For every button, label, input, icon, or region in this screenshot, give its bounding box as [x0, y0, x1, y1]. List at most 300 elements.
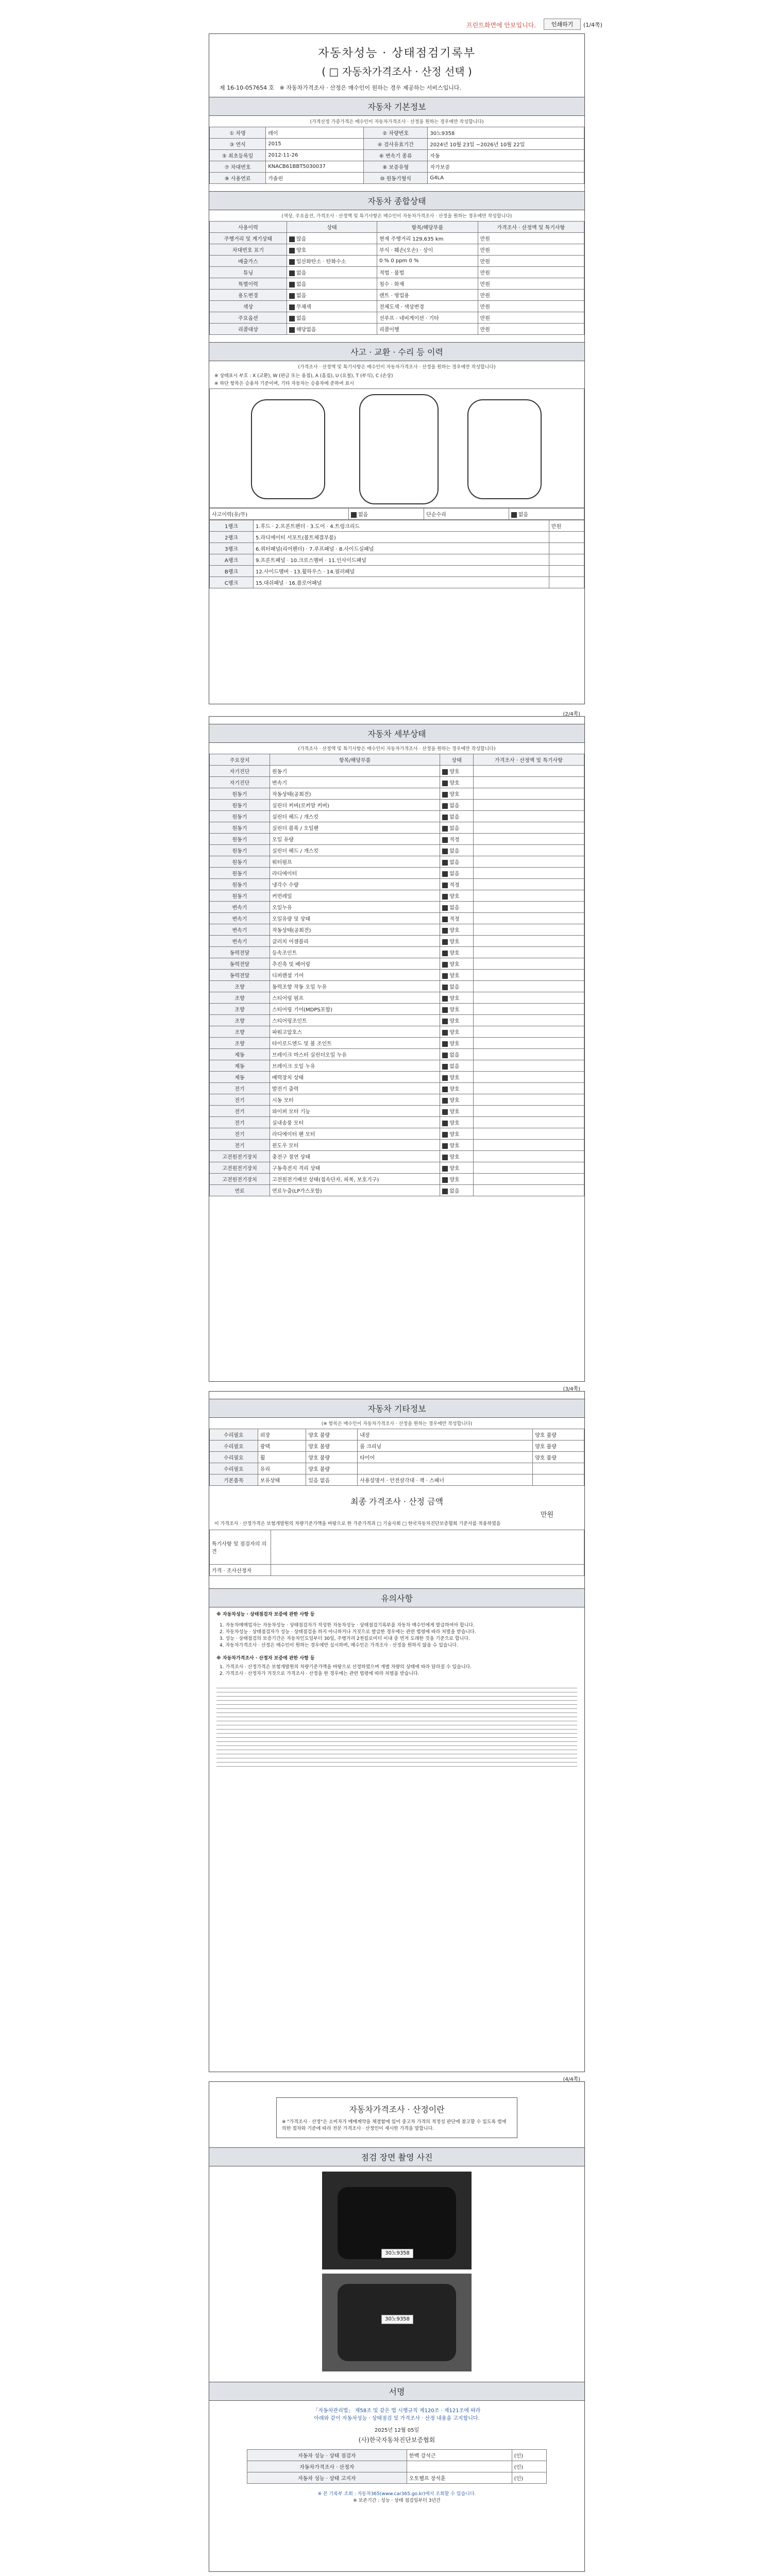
detail-price — [473, 1140, 584, 1151]
other-cell: 수리필요 — [210, 1463, 258, 1475]
detail-part: 실내송풍 모터 — [270, 1117, 440, 1128]
frame-table — [209, 520, 584, 588]
frame-rank: A랭크 — [210, 554, 254, 566]
repair-value: 없음 — [509, 509, 584, 520]
detail-state: 양호 — [440, 1004, 474, 1015]
detail-state: 양호 — [440, 1026, 474, 1038]
accident-note: (가격조사 · 산정액 및 특기사항은 매수인이 자동차가격조사 · 산정을 원하는 경우에만 작성합니다) — [298, 365, 496, 370]
detail-state: 없음 — [440, 1049, 474, 1060]
detail-row — [210, 1038, 584, 1049]
detail-system: 전기 — [210, 1117, 270, 1128]
detail-col: 상태 — [440, 754, 474, 766]
detail-price — [473, 788, 584, 800]
detail-row — [210, 1140, 584, 1151]
car-side-right — [467, 399, 542, 499]
detail-row — [210, 1117, 584, 1128]
appraisal-title: 자동차가격조사 · 산정이란 — [349, 2105, 445, 2114]
detail-row — [210, 913, 584, 924]
other-cell: 양호 불량 — [533, 1429, 584, 1440]
detail-row — [210, 1083, 584, 1094]
other-info-note: (※ 항목은 매수인이 자동차가격조사 · 산정을 원하는 경우에만 작성합니다) — [321, 1421, 473, 1427]
frame-price — [549, 577, 584, 588]
field-label: ④ 검사유효기간 — [363, 139, 427, 150]
detail-part: 실린더 블록 / 오일팬 — [270, 822, 440, 834]
caution-item: 2. 가격조사 · 산정자가 거짓으로 가격조사 · 산정을 한 경우에는 관련 법령에 따라 처벌을 받습니다. — [220, 1671, 419, 1676]
detail-row — [210, 766, 584, 777]
opinion-label: 특기사항 및 점검자의 의견 — [210, 1530, 271, 1565]
signature-header: 서명 — [209, 2382, 584, 2401]
caution-item: 2. 자동차성능 · 상태점검자가 성능 · 상태점검을 하지 아니하거나 거짓으로 발급한 경우에는 관련 법령에 따라 처벌을 받습니다. — [220, 1630, 476, 1635]
caution-list-2 — [220, 1664, 574, 1677]
other-info-header: 자동차 기타정보 — [209, 1399, 584, 1418]
other-cell: 수리필요 — [210, 1429, 258, 1440]
detail-price — [473, 970, 584, 981]
detail-part: 스티어링 기어(MDPS포함) — [270, 1004, 440, 1015]
detail-state: 없음 — [440, 811, 474, 822]
detail-row — [210, 936, 584, 947]
detail-price — [473, 1094, 584, 1106]
detail-header: 자동차 세부상태 — [209, 724, 584, 743]
caution-item: 1. 자동차매매업자는 자동차성능 · 상태점검자가 작성한 자동차성능 · 상태점검기록부를 자동차 매수인에게 발급하여야 합니다. — [220, 1623, 475, 1628]
other-cell: 사용설명서 · 안전삼각대 · 잭 · 스패너 — [358, 1475, 533, 1486]
frame-parts: 12.사이드멤버 · 13.휠하우스 · 14.필러패널 — [253, 566, 549, 577]
status-row — [210, 233, 584, 244]
field-value: 자동 — [428, 150, 584, 161]
detail-part: 연료누출(LP가스포함) — [270, 1185, 440, 1196]
detail-system: 동력전달 — [210, 970, 270, 981]
detail-part: 시동 모터 — [270, 1094, 440, 1106]
detail-price — [473, 1128, 584, 1140]
other-row — [210, 1452, 584, 1463]
detail-part: 와이퍼 모터 기능 — [270, 1106, 440, 1117]
other-cell: 휠 — [258, 1452, 306, 1463]
car-top — [359, 394, 439, 504]
basic-row — [210, 127, 584, 139]
status-header: 자동차 종합상태 — [209, 191, 584, 210]
other-cell: 양호 불량 — [306, 1452, 358, 1463]
detail-price — [473, 777, 584, 788]
field-value: 2024년 10월 23일 ~2026년 10월 22일 — [428, 139, 584, 150]
field-value: 2015 — [266, 139, 364, 150]
detail-system: 고전원전기장치 — [210, 1151, 270, 1162]
field-label: ② 차량번호 — [363, 127, 427, 139]
other-cell: 양호 불량 — [533, 1440, 584, 1452]
detail-part: 원동기 — [270, 766, 440, 777]
status-price: 만원 — [478, 244, 584, 256]
caution-item: 4. 자동차가격조사 · 산정은 매수인이 원하는 경우에만 실시하며, 매수인은 가격조사 · 산정을 원하지 않을 수 있습니다. — [220, 1643, 458, 1648]
status-table — [209, 221, 584, 335]
detail-row — [210, 834, 584, 845]
inspection-photo-front — [322, 2172, 472, 2269]
detail-price — [473, 766, 584, 777]
detail-row — [210, 1185, 584, 1196]
detail-price — [473, 981, 584, 992]
appraiser-label: 가격 · 조사산정자 — [210, 1565, 271, 1576]
detail-system: 원동기 — [210, 811, 270, 822]
status-price: 만원 — [478, 256, 584, 267]
frame-rank: C랭크 — [210, 577, 254, 588]
status-row — [210, 312, 584, 324]
detail-system: 조향 — [210, 981, 270, 992]
detail-part: 충전구 절연 상태 — [270, 1151, 440, 1162]
status-detail: 침수 · 화재 — [377, 278, 478, 290]
appraisal-box — [276, 2097, 517, 2138]
status-col: 사용이력 — [210, 222, 287, 233]
detail-state: 양호 — [440, 1106, 474, 1117]
detail-system: 원동기 — [210, 834, 270, 845]
frame-parts: 9.프론트패널 · 10.크로스멤버 · 11.인사이드패널 — [253, 554, 549, 566]
detail-state: 없음 — [440, 868, 474, 879]
detail-state: 양호 — [440, 788, 474, 800]
detail-system: 고전원전기장치 — [210, 1174, 270, 1185]
other-row — [210, 1463, 584, 1475]
detail-part: 배력장치 상태 — [270, 1072, 440, 1083]
signature-seal: (인) — [512, 2461, 547, 2472]
caution-item: 3. 성능 · 상태점검의 보증기간은 자동차인도일부터 30일, 주행거리 2천킬로미터 이내 중 먼저 도래한 것을 기준으로 합니다. — [220, 1636, 470, 1641]
field-label: ⑧ 보증유형 — [363, 161, 427, 173]
detail-price — [473, 924, 584, 936]
detail-row — [210, 1015, 584, 1026]
field-value: KNACB61BBT5030037 — [266, 161, 364, 173]
detail-system: 조향 — [210, 992, 270, 1004]
appraiser-value — [271, 1565, 584, 1576]
detail-part: 구동축전지 격리 상태 — [270, 1162, 440, 1174]
signature-name: 한백 강석근 — [407, 2450, 512, 2461]
page-3 — [209, 1386, 585, 2072]
status-col: 항목/해당부품 — [377, 222, 478, 233]
detail-note: (가격조사 · 산정액 및 특기사항은 매수인이 자동차가격조사 · 산정을 원하는 경우에만 작성합니다) — [298, 747, 496, 752]
other-cell: 양호 불량 — [306, 1463, 358, 1475]
detail-state: 없음 — [440, 800, 474, 811]
detail-system: 원동기 — [210, 788, 270, 800]
field-label: ⑨ 사용연료 — [210, 173, 266, 184]
detail-system: 원동기 — [210, 890, 270, 902]
other-cell: 있음 없음 — [306, 1475, 358, 1486]
page-indicator: (1/4쪽) — [583, 22, 602, 28]
detail-state: 양호 — [440, 1128, 474, 1140]
page-4 — [209, 2077, 585, 2572]
status-detail: 현재 주행거리 129,635 km — [377, 233, 478, 244]
legend-2: ※ 하단 항목은 승용차 기준이며, 기타 자동차는 승용차에 준하여 표시 — [214, 381, 354, 386]
other-cell — [533, 1475, 584, 1486]
page-number: (2/4쪽) — [563, 711, 580, 717]
accident-label: 사고이력(유/무) — [210, 509, 349, 520]
opinion-value — [271, 1530, 584, 1565]
detail-system: 원동기 — [210, 800, 270, 811]
frame-parts: 6.쿼터패널(리어펜더) · 7.루프패널 · 8.사이드실패널 — [253, 543, 549, 554]
status-item: 배출가스 — [210, 256, 287, 267]
detail-state: 없음 — [440, 1060, 474, 1072]
page-2 — [209, 711, 585, 1382]
detail-row — [210, 868, 584, 879]
detail-price — [473, 913, 584, 924]
status-state: 해당없음 — [287, 324, 377, 335]
detail-system: 고전원전기장치 — [210, 1162, 270, 1174]
detail-col: 항목/해당부품 — [270, 754, 440, 766]
other-cell: 기본품목 — [210, 1475, 258, 1486]
top-toolbar — [0, 0, 773, 28]
other-cell: 수리필요 — [210, 1452, 258, 1463]
frame-row — [210, 554, 584, 566]
status-row — [210, 244, 584, 256]
detail-price — [473, 890, 584, 902]
detail-system: 조향 — [210, 1026, 270, 1038]
legend: ※ 상태표시 부호 : X (교환), W (판금 또는 용접), A (흠집), U (요철), T (부식), C (손상) — [214, 374, 393, 379]
detail-row — [210, 1049, 584, 1060]
detail-price — [473, 856, 584, 868]
document-title: 자동차성능 · 상태점검기록부 — [317, 47, 476, 60]
detail-system: 동력전달 — [210, 958, 270, 970]
status-price: 만원 — [478, 233, 584, 244]
detail-part: 냉각수 수량 — [270, 879, 440, 890]
status-col: 상태 — [287, 222, 377, 233]
other-cell — [358, 1463, 533, 1475]
detail-system: 제동 — [210, 1060, 270, 1072]
signature-seal: (인) — [512, 2472, 547, 2484]
status-row — [210, 267, 584, 278]
detail-row — [210, 902, 584, 913]
detail-price — [473, 1117, 584, 1128]
detail-row — [210, 992, 584, 1004]
status-detail: 선루프 · 네비게이션 · 기타 — [377, 312, 478, 324]
detail-system: 변속기 — [210, 913, 270, 924]
detail-part: 발전기 출력 — [270, 1083, 440, 1094]
basic-row — [210, 161, 584, 173]
status-detail: 전체도색 · 색상변경 — [377, 301, 478, 312]
detail-part: 라디에이터 팬 모터 — [270, 1128, 440, 1140]
status-price: 만원 — [478, 267, 584, 278]
accident-summary — [209, 508, 584, 520]
basic-row — [210, 173, 584, 184]
detail-system: 자기진단 — [210, 766, 270, 777]
detail-system: 전기 — [210, 1083, 270, 1094]
detail-row — [210, 958, 584, 970]
detail-system: 변속기 — [210, 924, 270, 936]
detail-state: 없음 — [440, 902, 474, 913]
field-label: ⑤ 최초등록일 — [210, 150, 266, 161]
detail-price — [473, 1083, 584, 1094]
price-note: 이 가격조사 · 산정가격은 보험개발원의 차량기준가액을 바탕으로 한 가준가격과 □ 기술사회 □ 한국자동차진단보증협회 기준서를 적용하였음 — [214, 1521, 501, 1527]
frame-row — [210, 566, 584, 577]
field-label: ⑩ 원동기형식 — [363, 173, 427, 184]
detail-price — [473, 992, 584, 1004]
detail-part: 브레이크 오일 누유 — [270, 1060, 440, 1072]
basic-row — [210, 139, 584, 150]
detail-state: 양호 — [440, 936, 474, 947]
detail-state: 양호 — [440, 947, 474, 958]
field-label: ③ 연식 — [210, 139, 266, 150]
detail-price — [473, 1038, 584, 1049]
status-price: 만원 — [478, 301, 584, 312]
detail-state: 양호 — [440, 766, 474, 777]
caution-subheader: ※ 자동차성능 · 상태점검자 보증에 관한 사항 등 — [216, 1612, 315, 1617]
detail-part: 디퍼렌셜 기어 — [270, 970, 440, 981]
caution-header: 유의사항 — [209, 1588, 584, 1607]
signature-role: 자동차가격조사 · 산정자 — [247, 2461, 407, 2472]
signature-name: 오토헬프 장석훈 — [407, 2472, 512, 2484]
photo-header: 점검 장면 촬영 사진 — [209, 2147, 584, 2166]
frame-row — [210, 532, 584, 543]
detail-price — [473, 902, 584, 913]
detail-price — [473, 1174, 584, 1185]
print-button[interactable]: 인쇄하기 — [544, 19, 581, 30]
detail-state: 양호 — [440, 1162, 474, 1174]
detail-row — [210, 1026, 584, 1038]
detail-price — [473, 879, 584, 890]
detail-row — [210, 1094, 584, 1106]
accident-header: 사고 · 교환 · 수리 등 이력 — [209, 342, 584, 361]
detail-state: 양호 — [440, 1117, 474, 1128]
signature-text-1: 「자동차관리법」 제58조 및 같은 법 시행규칙 제120조 · 제121조에 따라 — [313, 2408, 481, 2414]
detail-price — [473, 845, 584, 856]
detail-part: 클러치 어셈블리 — [270, 936, 440, 947]
status-col: 가격조사 · 산정액 및 특기사항 — [478, 222, 584, 233]
detail-state: 양호 — [440, 777, 474, 788]
detail-price — [473, 1026, 584, 1038]
signature-org: (사)한국자동차진단보증협회 — [358, 2436, 435, 2444]
frame-parts: 1.후드 · 2.프론트펜더 · 3.도어 · 4.트렁크리드 — [253, 520, 549, 532]
signature-row — [247, 2450, 546, 2461]
detail-system: 변속기 — [210, 902, 270, 913]
detail-row — [210, 970, 584, 981]
car-side-left — [251, 399, 325, 499]
detail-state: 양호 — [440, 1094, 474, 1106]
status-row — [210, 324, 584, 335]
detail-system: 제동 — [210, 1072, 270, 1083]
footer-text-2: ※ 보존기간 : 성능 · 상태 점검일부터 3년간 — [353, 2498, 441, 2503]
status-state: 많음 — [287, 233, 377, 244]
page-1 — [209, 33, 585, 704]
detail-part: 라디에이터 — [270, 868, 440, 879]
detail-system: 연료 — [210, 1185, 270, 1196]
detail-state: 양호 — [440, 1140, 474, 1151]
document-subtitle: ( □ 자동차가격조사 · 산정 선택 ) — [322, 65, 472, 78]
detail-part: 실린더 헤드 / 개스킷 — [270, 845, 440, 856]
detail-system: 전기 — [210, 1106, 270, 1117]
detail-state: 없음 — [440, 845, 474, 856]
detail-part: 오일 유량 — [270, 834, 440, 845]
detail-part: 추진축 및 베어링 — [270, 958, 440, 970]
frame-row — [210, 520, 584, 532]
detail-row — [210, 856, 584, 868]
appraisal-text: ※ "가격조사 · 산정"은 소비자가 매매계약을 체결함에 있어 중고차 가격의 적정성 판단에 참고할 수 있도록 법에 의한 절차와 기준에 따라 전문 가격조사 · 산정인이 제시한 가격을 말합니다. — [282, 2120, 507, 2131]
status-row — [210, 290, 584, 301]
frame-price — [549, 543, 584, 554]
detail-part: 윈도우 모터 — [270, 1140, 440, 1151]
frame-price — [549, 566, 584, 577]
other-cell — [533, 1463, 584, 1475]
detail-state: 양호 — [440, 1015, 474, 1026]
detail-state: 양호 — [440, 1072, 474, 1083]
accident-value: 없음 — [348, 509, 424, 520]
status-price: 만원 — [478, 324, 584, 335]
status-item: 리콜대상 — [210, 324, 287, 335]
status-row — [210, 301, 584, 312]
other-cell: 보유상태 — [258, 1475, 306, 1486]
detail-row — [210, 1162, 584, 1174]
detail-part: 스티어링조인트 — [270, 1015, 440, 1026]
detail-part: 작동상태(공회전) — [270, 924, 440, 936]
signature-seal: (인) — [512, 2450, 547, 2461]
field-label: ⑦ 차대번호 — [210, 161, 266, 173]
detail-table — [209, 754, 584, 1196]
detail-price — [473, 947, 584, 958]
detail-system: 원동기 — [210, 879, 270, 890]
field-value: G4LA — [428, 173, 584, 184]
detail-price — [473, 1060, 584, 1072]
caution-subheader-2: ※ 자동차가격조사 · 산정자 보증에 관한 사항 등 — [216, 1656, 315, 1661]
frame-price — [549, 532, 584, 543]
status-row — [210, 256, 584, 267]
detail-price — [473, 868, 584, 879]
detail-col: 가격조사 · 산정액 및 특기사항 — [473, 754, 584, 766]
detail-price — [473, 1072, 584, 1083]
frame-parts: 5.라디에이터 서포트(볼트체결부품) — [253, 532, 549, 543]
detail-system: 원동기 — [210, 822, 270, 834]
detail-system: 전기 — [210, 1140, 270, 1151]
detail-col: 주요장치 — [210, 754, 270, 766]
frame-rank: B랭크 — [210, 566, 254, 577]
page-number: (4/4쪽) — [563, 2077, 580, 2082]
detail-state: 없음 — [440, 822, 474, 834]
other-row — [210, 1429, 584, 1440]
detail-system: 동력전달 — [210, 947, 270, 958]
other-row — [210, 1440, 584, 1452]
vehicle-diagram — [209, 388, 584, 508]
detail-row — [210, 800, 584, 811]
detail-row — [210, 1004, 584, 1015]
status-state: 일산화탄소 · 탄화수소 — [287, 256, 377, 267]
frame-row — [210, 577, 584, 588]
detail-state: 없음 — [440, 856, 474, 868]
other-cell: 타이어 — [358, 1452, 533, 1463]
detail-part: 실린더 헤드 / 개스킷 — [270, 811, 440, 822]
detail-system: 전기 — [210, 1128, 270, 1140]
status-detail: 적법 · 불법 — [377, 267, 478, 278]
basic-row — [210, 150, 584, 161]
status-row — [210, 278, 584, 290]
status-price: 만원 — [478, 312, 584, 324]
detail-state: 양호 — [440, 992, 474, 1004]
status-item: 주요옵션 — [210, 312, 287, 324]
status-price: 만원 — [478, 278, 584, 290]
detail-part: 커먼레일 — [270, 890, 440, 902]
detail-state: 양호 — [440, 1151, 474, 1162]
detail-price — [473, 811, 584, 822]
status-state: 없음 — [287, 278, 377, 290]
car-front-image — [338, 2187, 456, 2259]
document-number: 제 16-10-057654 호 — [220, 84, 275, 91]
detail-price — [473, 1185, 584, 1196]
frame-rank: 3랭크 — [210, 543, 254, 554]
frame-price: 만원 — [549, 520, 584, 532]
detail-state: 양호 — [440, 1083, 474, 1094]
detail-state: 적정 — [440, 834, 474, 845]
price-title: 최종 가격조사 · 산정 금액 — [350, 1497, 443, 1506]
detail-row — [210, 1060, 584, 1072]
repair-label: 단순수리 — [424, 509, 509, 520]
field-value: 가솔린 — [266, 173, 364, 184]
detail-row — [210, 1072, 584, 1083]
detail-state: 양호 — [440, 924, 474, 936]
detail-row — [210, 811, 584, 822]
frame-price — [549, 554, 584, 566]
status-detail: 0 % 0 ppm 0 % — [377, 256, 478, 267]
basic-info-header: 자동차 기본정보 — [209, 97, 584, 116]
basic-info-note: (가격산정 가중가격은 매수인이 자동차가격조사 · 산정을 원하는 경우에만 작성합니다) — [310, 120, 484, 125]
detail-row — [210, 788, 584, 800]
detail-system: 조향 — [210, 1004, 270, 1015]
